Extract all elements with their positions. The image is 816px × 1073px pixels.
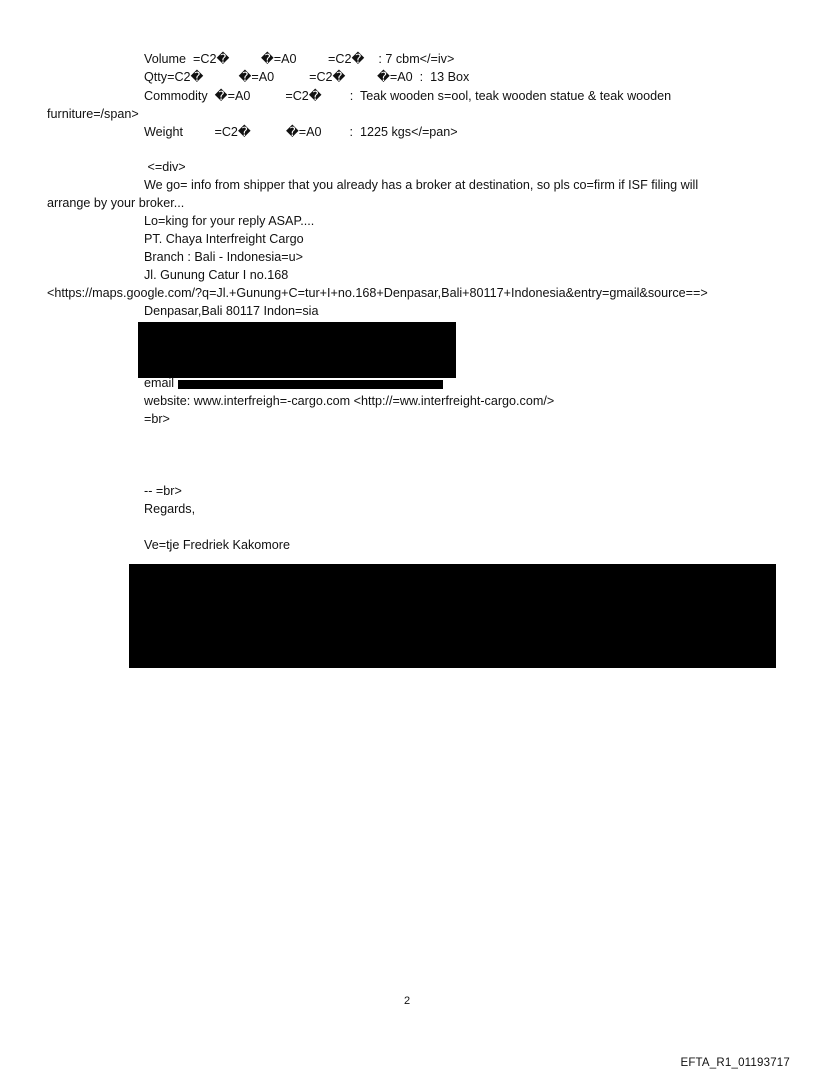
redaction-block-signature — [129, 564, 776, 668]
maps-url: <https://maps.google.com/?q=Jl.+Gunung+C=tur+I+no.168+Denpasar,Bali+80117+Indonesia&entry=gmail&source==> — [47, 286, 708, 300]
document-id: EFTA_R1_01193717 — [680, 1057, 790, 1069]
div-open-line: <=div> — [144, 160, 186, 174]
qtty-line: Qtty=C2� �=A0 =C2� �=A0 : 13 Box — [144, 70, 470, 84]
broker-line-2: arrange by your broker... — [47, 196, 185, 210]
email-label: email — [144, 376, 175, 390]
redaction-block-contact — [138, 322, 456, 378]
furniture-line: furniture=/span> — [47, 107, 139, 121]
sender-name: Ve=tje Fredriek Kakomore — [144, 538, 290, 552]
city-line: Denpasar,Bali 80117 Indon=sia — [144, 304, 319, 318]
branch-line: Branch : Bali - Indonesia=u> — [144, 250, 303, 264]
company-name: PT. Chaya Interfreight Cargo — [144, 232, 304, 246]
redaction-bar-email — [178, 380, 443, 389]
br-line: =br> — [144, 412, 170, 426]
website-line: website: www.interfreigh=-cargo.com <http://=ww.interfreight-cargo.com/> — [144, 394, 555, 408]
signature-separator: -- =br> — [144, 484, 182, 498]
broker-line-1: We go= info from shipper that you already has a broker at destination, so pls co=firm if ISF filing will — [144, 178, 699, 192]
weight-line: Weight =C2� �=A0 : 1225 kgs</=pan> — [144, 125, 458, 139]
volume-line: Volume =C2� �=A0 =C2� : 7 cbm</=iv> — [144, 52, 455, 66]
street-address: Jl. Gunung Catur I no.168 — [144, 268, 289, 282]
regards-line: Regards, — [144, 502, 196, 516]
looking-line: Lo=king for your reply ASAP.... — [144, 214, 315, 228]
page-number: 2 — [404, 995, 411, 1007]
commodity-line: Commodity �=A0 =C2� : Teak wooden s=ool, teak wooden statue & teak wooden — [144, 89, 672, 103]
